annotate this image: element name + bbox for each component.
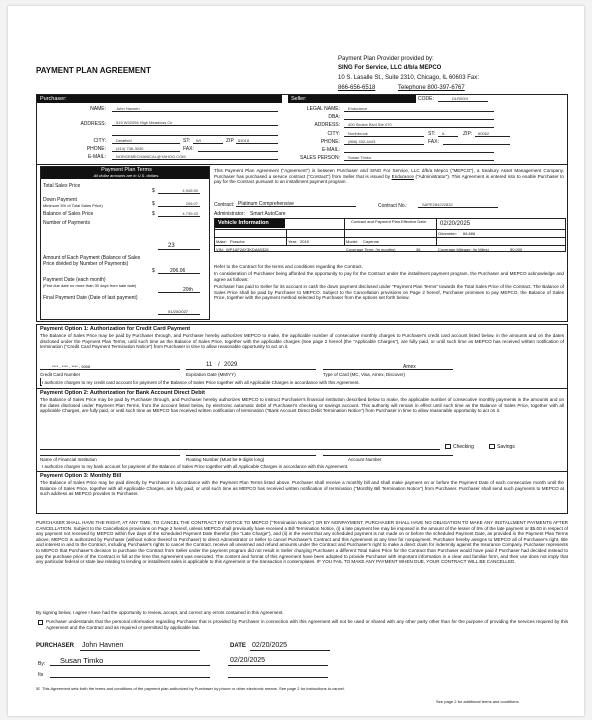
- seller-st: IL: [442, 131, 446, 136]
- seller-address-label: ADDRESS:: [314, 122, 340, 128]
- footnote-icon: ☒: [36, 686, 40, 691]
- signing-text: By signing below, I agree I have had the opportunity to review, accept, and correct any errors contained in this Agreement.: [36, 610, 284, 615]
- contract-label: Contract:: [214, 202, 235, 208]
- purchaser-name-label: NAME:: [90, 106, 106, 112]
- document-title: PAYMENT PLAN AGREEMENT: [36, 66, 151, 75]
- provider-intro: Payment Plan Provider provided by:: [338, 56, 434, 62]
- savings-label: Savings: [497, 444, 515, 450]
- purchaser-st-label: ST:: [183, 138, 191, 144]
- payment-date-note: (First due date no more than 30 days from sale date): [43, 283, 137, 288]
- payment-date-label: Payment Date (each month): [43, 277, 106, 283]
- terms-title: Payment Plan Terms: [101, 167, 152, 173]
- date-line-2[interactable]: [228, 656, 328, 666]
- agreement-page: [8, 6, 584, 716]
- purchaser-address-label: ADDRESS:: [80, 121, 106, 127]
- option3-title: Payment Option 3: Monthly Bill: [40, 473, 122, 479]
- agreement-p1: Refer to the Contract for the terms and conditions regarding the Contract.: [214, 264, 363, 269]
- card-number-label: Credit Card Number: [40, 372, 81, 377]
- coverage-term-label: Coverage Term: (in months): [346, 247, 396, 252]
- seller-legal-name-label: LEGAL NAME:: [306, 106, 340, 112]
- vehicle-col-line-3: [436, 218, 437, 245]
- account-field[interactable]: [323, 451, 453, 456]
- date-line-1[interactable]: [250, 642, 330, 651]
- agreement-intro: [214, 168, 564, 185]
- provider-fax: 866-656-6518: [338, 85, 376, 91]
- provider-address: 10 S. Lasalle St., Suite 2310, Chicago, IL 60603 Fax:: [338, 75, 479, 81]
- option-divider-2: [36, 471, 568, 472]
- card-type: Amex: [403, 364, 416, 370]
- its-label: Its: [38, 672, 44, 678]
- coverage-mileage-label: Coverage Mileage: (in Miles): [438, 247, 489, 252]
- date-1: 02/20/2025: [252, 642, 288, 649]
- seller-sales-person: Susan Timko: [348, 155, 372, 160]
- contract-no: SAPE284222832: [422, 202, 453, 207]
- date-label-1: DATE: [230, 643, 246, 649]
- purchaser-city-label: CITY:: [93, 138, 106, 144]
- final-payment: 01/20/2027: [168, 309, 189, 314]
- agreement-admin-inline: Endurance: [391, 173, 414, 179]
- purchaser-phone-label: PHONE:: [86, 146, 106, 152]
- seller-dba-label: DBA:: [328, 114, 340, 120]
- down-dollar: $: [152, 201, 155, 207]
- option2-title: Payment Option 2: Authorization for Bank Account Direct Debit: [40, 390, 205, 396]
- contract-date-label: Contract and Payment Plan Effective Date:: [351, 219, 427, 224]
- balance: 4,739.43: [182, 211, 198, 216]
- purchaser-email: NORGEMECHANICAL@YAHOO.COM: [116, 154, 186, 159]
- seller-st-label: ST:: [428, 131, 436, 137]
- by-line[interactable]: [50, 656, 210, 666]
- each-dollar: $: [152, 268, 155, 274]
- page-note: See page 2 for additional terms and conditions.: [436, 699, 520, 704]
- seller-code: DLR000I: [452, 96, 468, 101]
- purchaser-email-label: E-MAIL:: [87, 154, 106, 160]
- seller-city: Northbrook: [348, 131, 368, 136]
- year-label: Year:: [288, 239, 298, 244]
- routing-label: Routing Number (Must be 9 digits long): [186, 457, 265, 462]
- purchaser-zip-label: ZIP: [226, 138, 234, 144]
- num-payments: 23: [168, 243, 175, 249]
- by-label: By:: [38, 661, 46, 667]
- purchaser-name: John Havnen: [116, 106, 140, 111]
- seller-dba-field: [344, 113, 494, 120]
- date-2: 02/20/2025: [230, 657, 266, 664]
- administrator: Smart AutoCare: [250, 211, 286, 217]
- vehicle-row-line-2: [214, 237, 566, 238]
- seller-code-label: CODE:: [418, 96, 434, 102]
- institution-field[interactable]: [40, 451, 180, 456]
- agreement-p2: In consideration of Purchaser being afforded the opportunity to pay for the Contract under the installment payment program, the Purchaser and MEPCO acknowledge and agree as follows:: [214, 271, 564, 282]
- purchaser-address: 515 W32056 High Meadows Cir: [116, 120, 173, 125]
- checking-label: Checking: [453, 444, 474, 450]
- exp-field[interactable]: [186, 361, 316, 370]
- vehicle-col-line-1: [286, 229, 287, 245]
- terms-bar: [41, 167, 209, 179]
- agreement-intro-text: This Payment Plan Agreement ("Agreement") is between Purchaser and SING For Service, LLC d/b/a Mepco ("MEPCO"), a Seabury Asset Management Company. Purchaser has purchased a service contract ("Contract") from Seller that is issued by: [214, 168, 564, 179]
- its-date-line[interactable]: [228, 669, 328, 678]
- total-sales-price-label: Total Sales Price: [43, 183, 81, 189]
- balance-dollar: $: [152, 211, 155, 217]
- purchaser-city: Delafield: [116, 138, 132, 143]
- agreement-p3: Purchaser has paid to Seller for its account in cash the down payment disclosed under "Payment Plan Terms" towards the Total Sales Price of the Contract. The Balance of Sales Price shall be paid by Purchaser to MEPCO. Subject to the Cancellation provisions on Page 2 hereof, Purchaser promises to pay MEPCO, the Balance of Sales Price, together with the payment method selected by Purchaser from the options set forth below.: [214, 284, 564, 301]
- card-type-label: Type of Card (MC, Visa, Amex, Discover): [323, 372, 405, 377]
- make: Porsche: [230, 239, 245, 244]
- exp-year: 2029: [224, 362, 238, 368]
- provider-phone: Telephone 800-397-6767: [398, 85, 465, 91]
- purchaser-st: WI: [196, 138, 201, 143]
- provider-name: SING For Service, LLC d/b/a MEPCO: [338, 65, 442, 71]
- seller-zip: 60062: [478, 131, 490, 136]
- model-label: Model:: [346, 239, 359, 244]
- cancellation-text: PURCHASER SHALL HAVE THE RIGHT, AT ANY TIME, TO CANCEL THE CONTRACT BY NOTICE TO MEPCO ("Termination Notice") OR BY NONPAYMENT. PURCHASER SHALL HAVE NO OBLIGATION TO MAKE ANY INSTALLMENT PAYMENTS AFTER CANCELLATION. Subject to the Cancellation provisions on Page 2 hereof, unless MEPCO shall previously have received a Bill Termination Notice, (i) a late payment fee may be imposed in the amount of the lesser of 5% of the late payment or $5.00 in respect of any payment not received by MEPCO within five days of the scheduled Payment Date therefor (the "Late Charge"), and (ii) in the event that any scheduled payment is not made on or before the scheduled Payment Date, as provided in the Payment Plan Terms above, MEPCO is authorized by Purchaser (without notice thereof to Purchaser) to direct Administrator or Seller to cancel Purchaser's Contract and this Agreement at any time for nonpayment. Purchaser hereby assigns to MEPCO all of Purchaser's right, title and interest in and to the Contract, including Purchaser's rights to cancel the Contract, receive all unearned and refund amounts under the Contract and Purchaser's right to make a direct claim for indemnity against the Insurance Company. Purchaser represents to MEPCO that Purchaser's decision to purchase the Contract from Seller under the payment program did not result in Seller charging Purchaser a different Total Sales Price for the Contract than Purchaser would have paid if Purchaser had decided instead to pay the purchase price of the Contract in full at the time this Agreement was executed. The content and format of this Agreement have been adopted to provide Purchaser with important information in a clear and familiar form, and their use does not imply that any particular federal or state law relating to lending or installment sales is applicable to this Agreement or the transaction it contemplates. IF YOU FAIL TO MAKE ANY PAYMENT WHEN DUE, YOUR CONTRACT WILL BE CANCELLED.: [36, 520, 568, 565]
- seller-fax-field: [443, 138, 510, 145]
- purchaser-sign-label: PURCHASER: [36, 643, 75, 649]
- seller-legal-name: Endurance: [348, 106, 368, 111]
- option3-text: The Balance of Sales Price may be paid directly by Purchaser in accordance with the Payment Plan Terms listed above. Purchaser shall receive a monthly bill and shall make payment on or before the Payment Date of each consecutive month until the Balance of Sales Price, together with all Applicable Charges, are fully paid, or until such time as MEPCO has received written notification of termination ("Monthly Bill Termination Notice") from Purchaser. Purchaser shall send such payments to MEPCO at such address as MEPCO provides to Purchaser.: [40, 480, 564, 497]
- seller-city-label: CITY:: [327, 131, 340, 137]
- seller-address: 400 Skokie Blvd Ste 470: [348, 122, 392, 127]
- down-payment: 206.07: [185, 201, 198, 206]
- contract-name: Platinum Comprehensive: [238, 201, 294, 207]
- purchaser-phone: (414) 736-3040: [116, 146, 144, 151]
- account-label: Account Number: [348, 457, 382, 462]
- vin-label: VIN:: [216, 247, 224, 252]
- total-dollar: $: [152, 188, 155, 194]
- model: Cayenne: [363, 239, 380, 244]
- terms-subtitle: All dollar amounts are in U.S. dollars.: [93, 173, 160, 178]
- seller-email-field: [344, 146, 494, 153]
- coverage-term: 36: [416, 247, 421, 252]
- vehicle-col-line-2: [344, 218, 345, 245]
- section-divider: [36, 164, 568, 165]
- purchaser-fax-field: [198, 145, 278, 152]
- vin: WP1AF2AY3KDA60326: [226, 247, 269, 252]
- seller-sales-person-label: SALES PERSON:: [299, 155, 340, 161]
- down-payment-label: Down Payment: [43, 197, 77, 203]
- purchaser-sign-line[interactable]: [80, 642, 200, 651]
- coverage-mileage: 50,000: [510, 247, 523, 252]
- consent-checkbox[interactable]: [38, 620, 43, 625]
- routing-field[interactable]: [186, 451, 316, 456]
- option2-authorize: I authorize charges to my bank account for payment of the Balance of Sales Price together with all Applicable Charges in accordance with this Agreement.: [42, 464, 349, 469]
- vehicle-info-bar: Vehicle Information: [215, 219, 285, 228]
- footnote: This Agreement sets forth the terms and conditions of the payment plan authorized by Purchaser by phone or other electronic means. See page 2 for instructions to cancel.: [42, 686, 345, 691]
- exp-label: Expiration Date (MM/YY): [186, 372, 236, 377]
- seller-email-label: E-MAIL:: [321, 147, 340, 153]
- odometer: 66,666: [463, 231, 476, 236]
- seller-zip-label: ZIP:: [463, 131, 473, 137]
- option2-text: The Balance of Sales Price may be paid by Purchaser through, and Purchaser hereby authorizes MEPCO to instruct Purchaser's financial institution described below to make, the applicable number of consecutive monthly payments in the amounts and on the dates disclosed under Payment Plan Terms, from the account listed below, by electronic automatic debit of Purchaser's checking or savings account. This authority will remain in effect until such time as the Balance of Sales Price, together with all applicable Charges, are fully paid, or until such time as MEPCO has received written notification of termination ("Bank Account Direct Debit Termination Notice") from Purchaser in time to allow reasonable opportunity to act on it.: [40, 397, 564, 414]
- option1-text: The Balance of Sales Price may be paid by Purchaser through, and Purchaser hereby authorizes MEPCO to make, the applicable number of consecutive monthly charges to Purchaser's credit card account listed below, in the amounts and on the dates disclosed under the Payment Plan Terms, until such time as the Balance of Sales Price, together with the applicable charges (See page 2 hereof (the "Applicable Charges"), are fully paid, or until such time as MEPCO has received written notification of termination ("Credit Card Payment Termination Notice") from Purchaser in time to allow reasonable opportunity to act on it.: [40, 333, 564, 350]
- num-payments-label: Number of Payments: [43, 220, 90, 226]
- seller-st-field: [438, 130, 458, 137]
- purchaser-zip: 53018: [238, 138, 250, 143]
- contract-date: 02/20/2025: [440, 221, 471, 227]
- seller-fax-label: FAX:: [428, 139, 439, 145]
- balance-label: Balance of Sales Price: [43, 211, 94, 217]
- down-payment-note: Minimum 5% of Total Sales Price): [43, 203, 103, 208]
- card-number-field[interactable]: [40, 361, 180, 370]
- exp-month: 11: [206, 362, 213, 368]
- bank-name-line[interactable]: [40, 442, 440, 450]
- institution-label: Name of Financial Institution: [40, 457, 97, 462]
- card-number-mask: **** - **** - **** - 5008: [52, 364, 91, 369]
- payment-date-field: [158, 286, 200, 293]
- seller-bar: Seller:: [288, 95, 416, 103]
- seller-phone: (866) 432-4443: [348, 139, 376, 144]
- payment-date: 20th: [183, 287, 193, 293]
- option-divider-1: [36, 388, 568, 389]
- savings-checkbox[interactable]: [489, 444, 495, 449]
- by-name: Susan Timko: [60, 656, 104, 665]
- vehicle-row-line-1: [214, 229, 566, 230]
- exp-sep: /: [218, 362, 220, 368]
- option1-authorize: I authorize charges to my credit card account for payment of the Balance of Sales Price together with all Applicable Charges in accordance with this Agreement.: [42, 380, 360, 385]
- checking-checkbox[interactable]: [445, 444, 451, 449]
- administrator-label: Administrator:: [214, 211, 245, 217]
- final-payment-label: Final Payment Date (Date of last payment): [43, 295, 138, 301]
- make-label: Make:: [216, 239, 227, 244]
- contract-no-label: Contract No.:: [378, 203, 408, 209]
- num-payments-field: [158, 242, 200, 250]
- card-type-field[interactable]: [323, 361, 453, 370]
- purchaser-sign-name: John Havnen: [82, 642, 124, 649]
- year: 2019: [300, 239, 309, 244]
- seller-phone-label: PHONE:: [320, 139, 340, 145]
- its-line[interactable]: [50, 669, 210, 678]
- purchaser-fax-label: FAX:: [183, 146, 194, 152]
- vehicle-row-line-3: [214, 245, 566, 246]
- agreement-intro-end: ("Administrator"). This Agreement is entered into to enable Purchaser to pay for the Contract pursuant to an installment payment program.: [214, 173, 564, 185]
- consent-text: Purchaser understands that the personal information regarding Purchaser that is provided by Purchaser in connection with this Agreement will not be used or shared with any other party other than for the purpose of providing the services required by this Agreement and the Contract and as required or permitted by applicable law.: [46, 619, 568, 630]
- odometer-label: Odometer:: [438, 231, 457, 236]
- purchaser-address-line2: [112, 128, 278, 136]
- each-payment: 206.06: [170, 268, 186, 274]
- purchaser-bar: Purchaser:: [37, 95, 282, 103]
- total-sales-price: 4,945.50: [182, 188, 198, 193]
- each-payment-label: Amount of Each Payment (Balance of Sales Price divided by Number of Payments): [43, 255, 141, 267]
- option1-title: Payment Option 1: Authorization for Credit Card Payment: [40, 326, 191, 332]
